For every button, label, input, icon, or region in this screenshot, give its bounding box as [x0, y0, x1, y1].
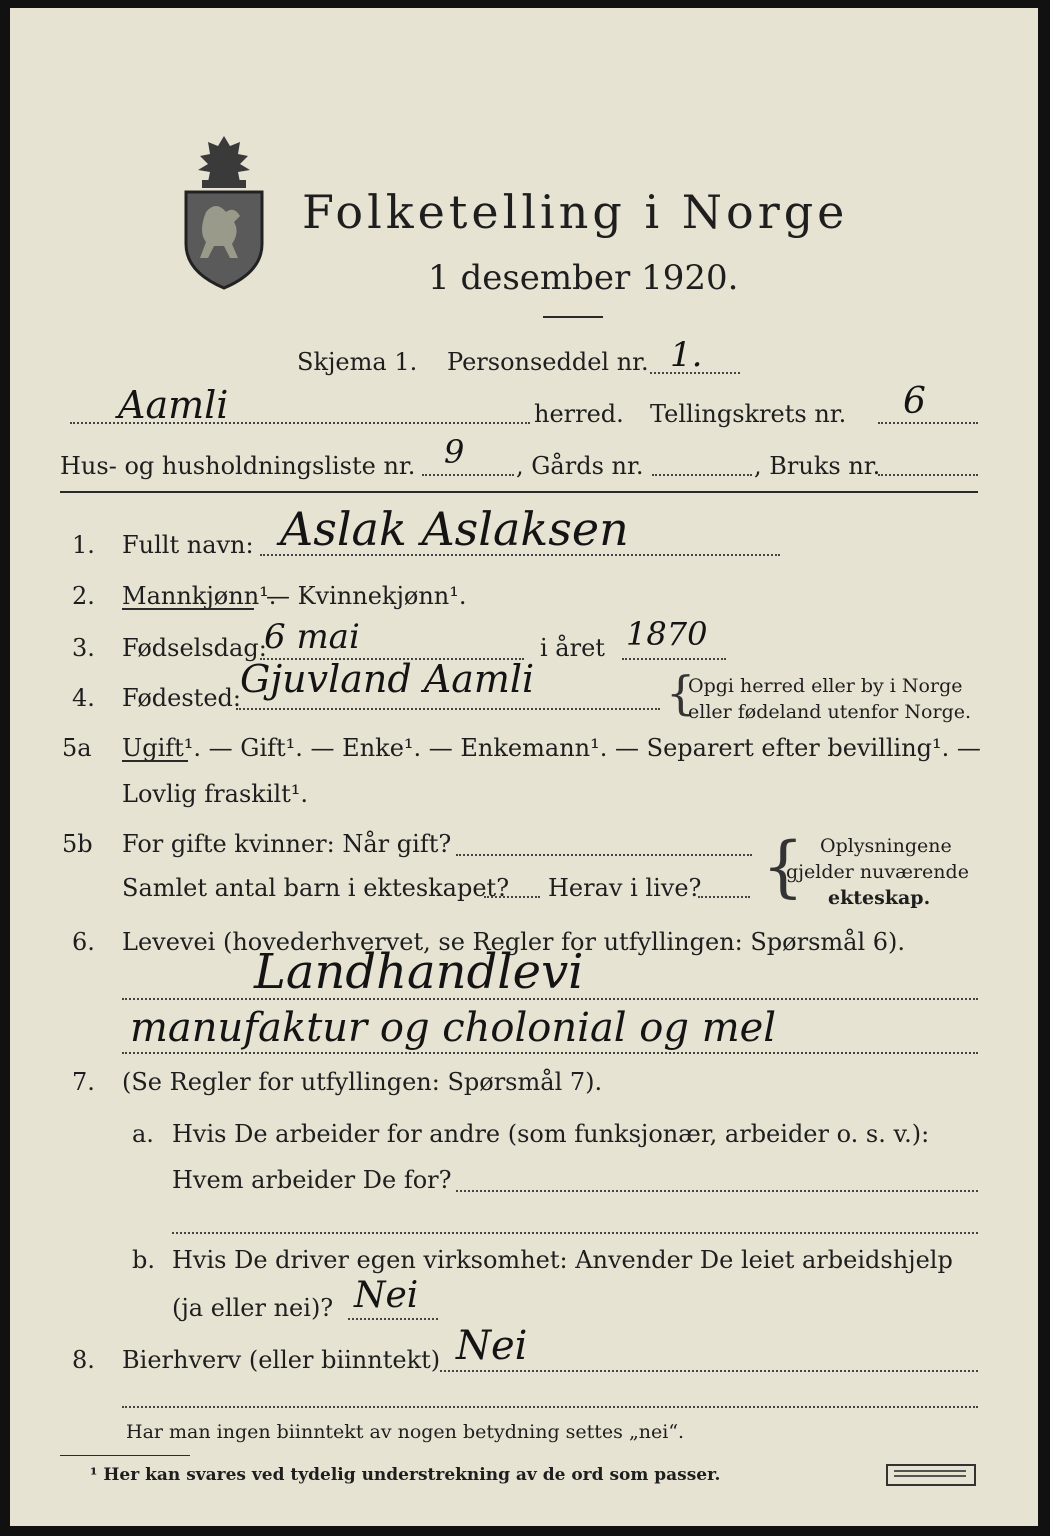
q3-year-label: i året: [540, 634, 605, 662]
q5a-line-2: Lovlig fraskilt¹.: [122, 780, 309, 808]
schema-label: Skjema 1.: [297, 348, 418, 376]
census-form: [10, 8, 1038, 1526]
q5b-alive-label: Herav i live?: [548, 874, 702, 902]
q5b-note-2: gjelder nuværende: [786, 861, 969, 883]
printer-stamp: [886, 1464, 976, 1486]
q5b-children-label: Samlet antal barn i ekteskapet?: [122, 874, 510, 902]
q4-brace: {: [666, 666, 696, 720]
bottom-note: Har man ingen biinntekt av nogen betydning settes „nei“.: [126, 1421, 685, 1443]
footnote: ¹ Her kan svares ved tydelig understrekning av de ord som passer.: [90, 1465, 721, 1485]
q7b-line-2: (ja eller nei)?: [172, 1294, 334, 1322]
q5b-note-3: ekteskap.: [828, 887, 931, 909]
tellingskrets-field[interactable]: [878, 422, 978, 424]
q6-label: Levevei (hovederhvervet, se Regler for utfyllingen: Spørsmål 6).: [122, 928, 906, 956]
personseddel-value: 1.: [670, 335, 703, 375]
herred-value: Aamli: [118, 383, 229, 427]
q7a-letter: a.: [132, 1120, 154, 1148]
q8-label: Bierhverv (eller biinntekt): [122, 1346, 441, 1374]
form-title: Folketelling i Norge: [302, 185, 849, 239]
q4-note-2: eller fødeland utenfor Norge.: [688, 701, 972, 723]
bruks-field[interactable]: [878, 474, 978, 476]
gards-field[interactable]: [652, 474, 752, 476]
gards-label: , Gårds nr.: [516, 452, 644, 480]
tellingskrets-label: Tellingskrets nr.: [650, 400, 847, 428]
fullt-navn-value: Aslak Aslaksen: [280, 502, 629, 556]
bruks-label: , Bruks nr.: [754, 452, 881, 480]
herred-label: herred.: [534, 400, 624, 428]
q1-label: Fullt navn:: [122, 531, 254, 559]
q1-number: 1.: [72, 531, 95, 559]
footnote-divider: [60, 1455, 190, 1456]
q4-note-1: Opgi herred eller by i Norge: [688, 675, 963, 697]
leiet-arbeidshjelp-field[interactable]: [348, 1318, 438, 1320]
q5b-number: 5b: [62, 830, 93, 858]
levevei-value-1: Landhandlevi: [254, 944, 584, 1000]
q2-male: Mannkjønn¹.: [122, 582, 277, 610]
header-divider: [60, 491, 978, 493]
husholdningsliste-value: 9: [444, 433, 465, 471]
husholdningsliste-field[interactable]: [422, 474, 514, 476]
bierhverv-field-2[interactable]: [122, 1406, 978, 1408]
q7a-line-1: Hvis De arbeider for andre (som funksjonær, arbeider o. s. v.):: [172, 1120, 930, 1148]
fodselsdag-value: 6 mai: [264, 617, 360, 657]
bierhverv-field-1[interactable]: [440, 1370, 978, 1372]
q5b-brace: {: [762, 828, 804, 905]
q7b-line-1: Hvis De driver egen virksomhet: Anvender De leiet arbeidshjelp: [172, 1246, 953, 1274]
barn-field[interactable]: [484, 896, 540, 898]
q7a-line-2: Hvem arbeider De for?: [172, 1166, 452, 1194]
arbeidsgiver-field-2[interactable]: [172, 1232, 978, 1234]
q2-number: 2.: [72, 582, 95, 610]
q5a-ugift-underline: [122, 760, 188, 762]
q5a-number: 5a: [62, 734, 92, 762]
nar-gift-field[interactable]: [456, 854, 752, 856]
q7-number: 7.: [72, 1068, 95, 1096]
q7-label: (Se Regler for utfyllingen: Spørsmål 7).: [122, 1068, 603, 1096]
i-live-field[interactable]: [698, 896, 750, 898]
leiet-arbeidshjelp-value: Nei: [354, 1275, 419, 1316]
husholdningsliste-label: Hus- og husholdningsliste nr.: [60, 452, 416, 480]
q4-number: 4.: [72, 684, 95, 712]
tellingskrets-value: 6: [903, 381, 926, 422]
q6-number: 6.: [72, 928, 95, 956]
q5b-note-1: Oplysningene: [820, 835, 952, 857]
levevei-field-2[interactable]: [122, 1052, 978, 1054]
coat-of-arms-icon: [176, 132, 272, 292]
q3-label: Fødselsdag:: [122, 634, 267, 662]
q7b-letter: b.: [132, 1246, 155, 1274]
arbeidsgiver-field-1[interactable]: [456, 1190, 978, 1192]
title-divider: [543, 316, 603, 318]
q2-male-underline: [122, 608, 254, 610]
fodselsar-field[interactable]: [622, 658, 726, 660]
personseddel-label: Personseddel nr.: [447, 348, 649, 376]
fodested-value: Gjuvland Aamli: [240, 657, 535, 701]
fodselsar-value: 1870: [626, 615, 708, 653]
form-date: 1 desember 1920.: [428, 258, 739, 298]
q8-number: 8.: [72, 1346, 95, 1374]
q4-label: Fødested:: [122, 684, 241, 712]
levevei-value-2: manufaktur og cholonial og mel: [130, 1005, 777, 1051]
q5b-line-1: For gifte kvinner: Når gift?: [122, 830, 452, 858]
q2-female: — Kvinnekjønn¹.: [266, 582, 467, 610]
bierhverv-value: Nei: [456, 1323, 528, 1369]
fodested-field[interactable]: [236, 708, 660, 710]
q3-number: 3.: [72, 634, 95, 662]
q5a-line-1: Ugift¹. — Gift¹. — Enke¹. — Enkemann¹. — Separert efter bevilling¹. —: [122, 734, 981, 762]
